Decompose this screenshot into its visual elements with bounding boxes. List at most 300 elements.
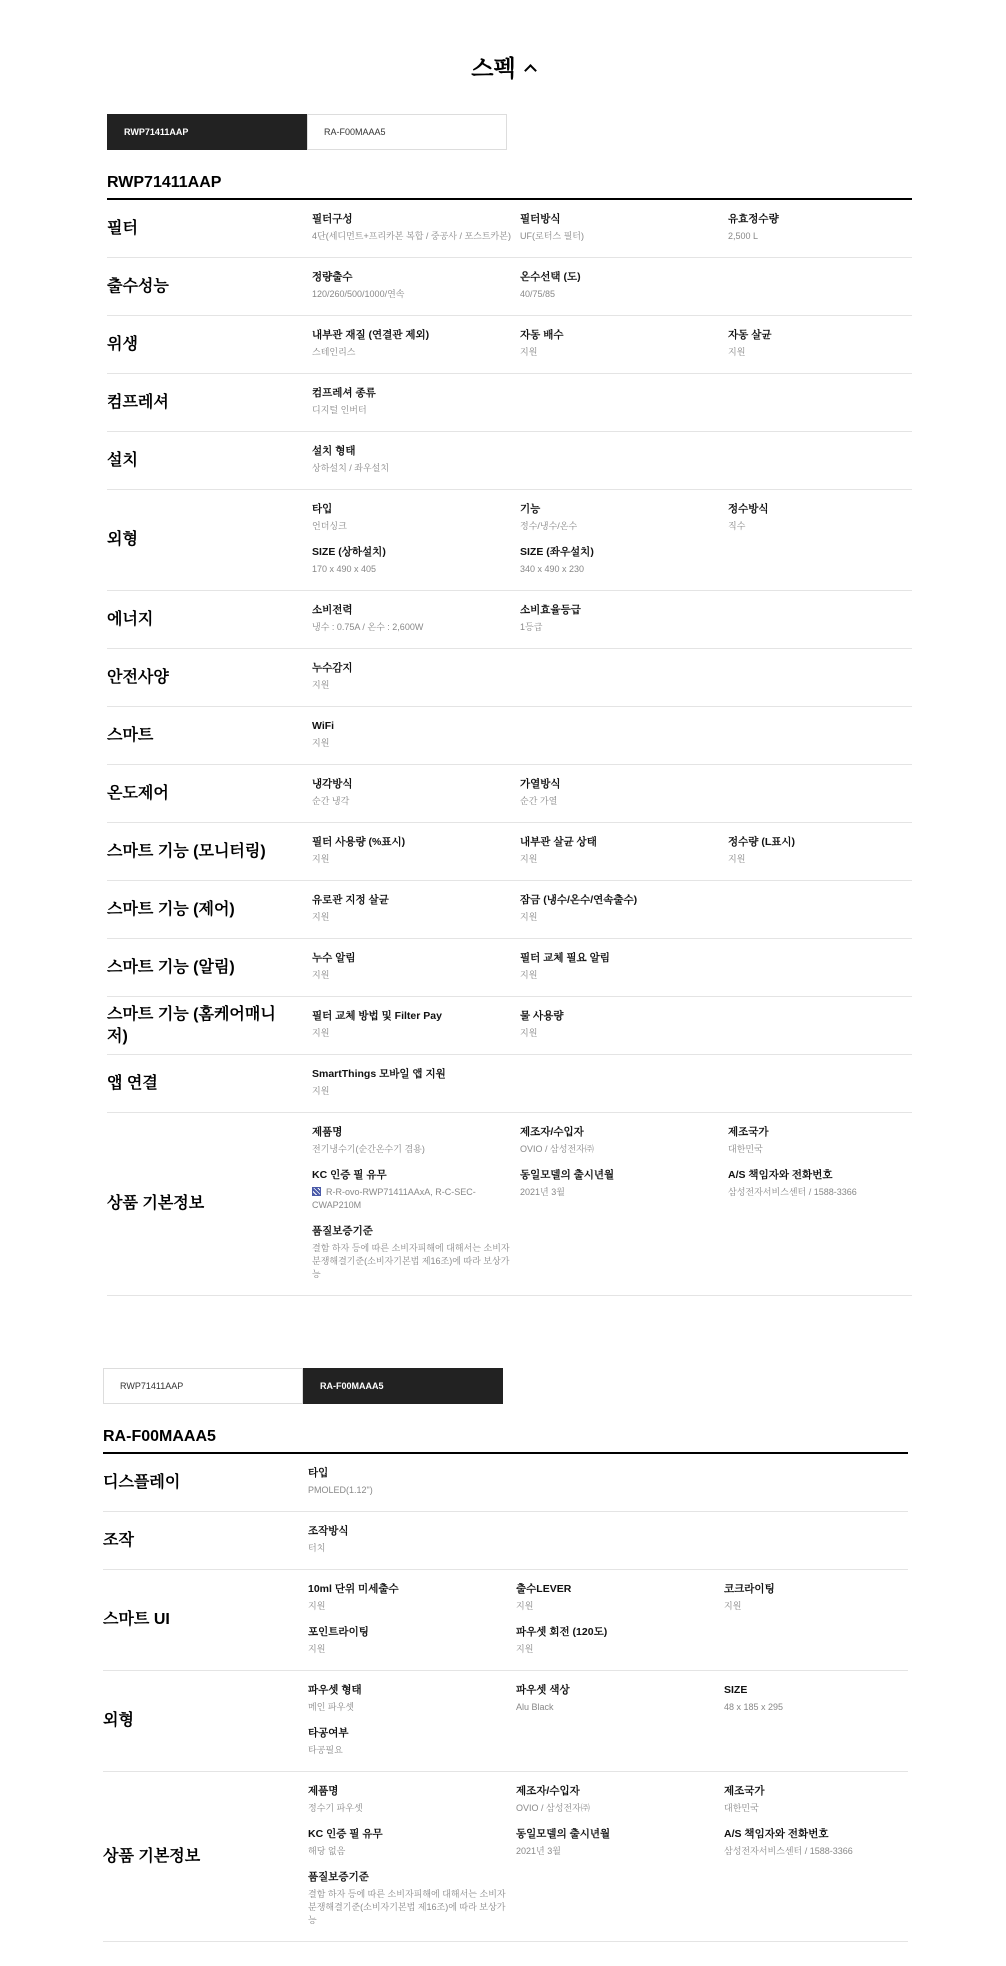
spec-row <box>103 1570 908 1671</box>
spec-row-items <box>308 1671 908 1771</box>
spec-item <box>516 1625 716 1656</box>
spec-item-title: 제조자/수입자 <box>516 1785 580 1797</box>
spec-item-title: 누수감지 <box>312 662 353 674</box>
spec-item-value <box>312 621 512 634</box>
spec-row-label: 출수성능 <box>107 277 169 295</box>
spec-row <box>107 1055 912 1113</box>
spec-item-title: 품질보증기준 <box>308 1871 369 1883</box>
spec-row-items <box>312 316 912 373</box>
spec-item <box>728 502 908 533</box>
spec-row-items <box>312 997 912 1054</box>
spec-item-value-text: 삼성전자서비스센터 / 1588-3366 <box>728 1187 857 1197</box>
spec-row-items <box>312 1113 912 1295</box>
spec-item-title: 소비효율등급 <box>520 604 581 616</box>
spec-item-value-text: 지원 <box>520 970 538 980</box>
spec-item-value-text: 지원 <box>728 854 746 864</box>
spec-item-value <box>724 1802 904 1815</box>
spec-item-value-text: 1등급 <box>520 622 543 632</box>
spec-item-title: 기능 <box>520 503 541 515</box>
spec-item-title: A/S 책임자와 전화번호 <box>724 1828 829 1840</box>
spec-item-title: KC 인증 필 유무 <box>312 1169 387 1181</box>
model-tabs <box>103 1368 908 1404</box>
spec-item-title: 잠금 (냉수/온수/연속출수) <box>520 894 638 906</box>
spec-item <box>312 603 512 634</box>
spec-item <box>724 1582 904 1613</box>
spec-item-value-text: 메인 파우셋 <box>308 1702 354 1712</box>
spec-item-value-text: 순간 냉각 <box>312 796 350 806</box>
tab-rwp71411aap[interactable]: RWP71411AAP <box>103 1368 303 1404</box>
spec-item <box>308 1625 508 1656</box>
spec-item <box>312 212 512 243</box>
spec-row-label: 스마트 <box>107 726 154 744</box>
spec-row <box>107 374 912 432</box>
spec-item-value-text: 지원 <box>312 738 330 748</box>
spec-item-title: 필터구성 <box>312 213 353 225</box>
model-name: RA-F00MAAA5 <box>103 1428 216 1445</box>
spec-item-title: SIZE <box>724 1684 748 1696</box>
spec-row <box>107 432 912 490</box>
spec-row <box>107 316 912 374</box>
spec-item-value-text: 지원 <box>308 1601 326 1611</box>
spec-item-value <box>520 911 720 924</box>
spec-item-value <box>520 520 720 533</box>
spec-row-items <box>312 258 912 315</box>
spec-row-items <box>312 939 912 996</box>
tab-rwp71411aap[interactable]: RWP71411AAP <box>107 114 307 150</box>
spec-row-label: 상품 기본정보 <box>107 1195 205 1213</box>
spec-item <box>308 1827 508 1858</box>
spec-item-title: 내부관 재질 (연결관 제외) <box>312 329 430 341</box>
spec-item <box>312 270 512 301</box>
spec-item-value-text: 지원 <box>312 970 330 980</box>
spec-item <box>308 1524 508 1555</box>
spec-item <box>520 545 720 576</box>
spec-item-value-text: 지원 <box>312 1028 330 1038</box>
spec-item <box>520 270 720 301</box>
spec-item-value-text: 4단(세디먼트+프리카본 복합 / 중공사 / 포스트카본) <box>312 231 511 241</box>
spec-row <box>107 823 912 881</box>
spec-item <box>724 1784 904 1815</box>
spec-toggle[interactable] <box>0 50 1006 83</box>
spec-item-value-text: Alu Black <box>516 1702 554 1712</box>
spec-item <box>308 1683 508 1714</box>
spec-item <box>520 328 720 359</box>
spec-item <box>516 1683 716 1714</box>
spec-row-items <box>312 1055 912 1112</box>
spec-item-value <box>308 1484 508 1497</box>
spec-row-label: 조작 <box>103 1531 134 1549</box>
spec-item-title: 필터 교체 방법 및 Filter Pay <box>312 1010 442 1022</box>
spec-item-value-text: 지원 <box>520 347 538 357</box>
spec-item <box>312 719 512 750</box>
spec-item-value-text: 정수기 파우셋 <box>308 1803 363 1813</box>
spec-row-items <box>312 591 912 648</box>
spec-item-title: KC 인증 필 유무 <box>308 1828 383 1840</box>
spec-item-value <box>520 621 720 634</box>
spec-item-value <box>312 462 512 475</box>
spec-item-value <box>312 346 512 359</box>
spec-item-value-text: 지원 <box>312 912 330 922</box>
spec-item-value-text: 지원 <box>516 1601 534 1611</box>
spec-item-title: 10ml 단위 미세출수 <box>308 1583 399 1595</box>
spec-item-value-text: 지원 <box>724 1601 742 1611</box>
spec-item-value-text: 2,500 L <box>728 231 759 241</box>
model-name: RWP71411AAP <box>107 174 222 191</box>
spec-row-items <box>308 1570 908 1670</box>
spec-row-label: 컴프레셔 <box>107 393 169 411</box>
spec-item-value-text: UF(로터스 필터) <box>520 231 584 241</box>
spec-row-label: 디스플레이 <box>103 1473 181 1491</box>
spec-item-value <box>728 230 908 243</box>
spec-item-title: 포인트라이팅 <box>308 1626 369 1638</box>
spec-item-title: 파우셋 색상 <box>516 1684 570 1696</box>
spec-item-value-text: 2021년 3월 <box>520 1187 565 1197</box>
spec-section-1 <box>107 114 912 1296</box>
spec-item-value <box>520 563 720 576</box>
spec-item-title: 물 사용량 <box>520 1010 564 1022</box>
spec-item-value-text: PMOLED(1.12") <box>308 1485 373 1495</box>
spec-item-value <box>312 1085 512 1098</box>
spec-row <box>107 881 912 939</box>
spec-item-value <box>312 1027 512 1040</box>
spec-item-title: 컴프레셔 종류 <box>312 387 376 399</box>
spec-item <box>520 502 720 533</box>
spec-row <box>107 997 912 1055</box>
spec-item <box>312 777 512 808</box>
spec-item-value <box>308 1701 508 1714</box>
spec-item-value-text: 48 x 185 x 295 <box>724 1702 784 1712</box>
spec-item-title: 제품명 <box>312 1126 343 1138</box>
spec-row-label: 에너지 <box>107 610 154 628</box>
model-tabs <box>107 114 912 150</box>
spec-item-value <box>724 1701 904 1714</box>
spec-row <box>107 200 912 258</box>
spec-item-value <box>312 520 512 533</box>
spec-item-value-text: 대한민국 <box>724 1803 759 1813</box>
spec-row-label: 위생 <box>107 335 138 353</box>
chevron-up-icon <box>524 64 537 77</box>
spec-row <box>107 649 912 707</box>
spec-item-value-text: 냉수 : 0.75A / 온수 : 2,600W <box>312 622 424 632</box>
spec-item-value-text: 40/75/85 <box>520 289 556 299</box>
spec-item <box>520 212 720 243</box>
spec-item-value-text: 지원 <box>516 1644 534 1654</box>
spec-item-value <box>520 795 720 808</box>
spec-row <box>103 1512 908 1570</box>
spec-row-label: 안전사양 <box>107 668 169 686</box>
spec-item-title: 제조국가 <box>724 1785 765 1797</box>
spec-row-label: 설치 <box>107 451 138 469</box>
spec-row-items <box>308 1454 908 1511</box>
spec-item <box>728 212 908 243</box>
spec-item <box>312 1067 512 1098</box>
spec-row <box>107 1113 912 1296</box>
spec-row-items <box>312 765 912 822</box>
spec-item-title: 동일모델의 출시년월 <box>520 1169 615 1181</box>
spec-item-value-text: R-R-ovo-RWP71411AAxA, R-C-SEC-CWAP210M <box>312 1187 476 1210</box>
spec-row-label: 스마트 기능 (제어) <box>107 900 235 918</box>
spec-item-value <box>724 1845 904 1858</box>
spec-row-items <box>312 823 912 880</box>
spec-row-items <box>308 1512 908 1569</box>
spec-item-value <box>308 1600 508 1613</box>
spec-item-value <box>312 1143 512 1156</box>
spec-row <box>103 1772 908 1942</box>
spec-item-value <box>312 404 512 417</box>
spec-item-value-text: 지원 <box>728 347 746 357</box>
spec-item <box>308 1870 508 1927</box>
spec-item-value-text: 해당 없음 <box>308 1846 346 1856</box>
spec-item <box>308 1466 508 1497</box>
spec-item-value <box>520 288 720 301</box>
spec-item-value <box>728 346 908 359</box>
spec-item-value <box>308 1643 508 1656</box>
spec-item-value <box>312 563 512 576</box>
spec-item-title: 소비전력 <box>312 604 353 616</box>
spec-item-value <box>312 230 512 243</box>
spec-item <box>308 1784 508 1815</box>
spec-item-value-text: OVIO / 삼성전자㈜ <box>516 1803 590 1813</box>
spec-item-value-text: 언더싱크 <box>312 521 347 531</box>
spec-item-title: 제품명 <box>308 1785 339 1797</box>
spec-item-value <box>312 1186 512 1212</box>
spec-item-title: 누수 알림 <box>312 952 356 964</box>
spec-item <box>312 1009 512 1040</box>
spec-item-value <box>516 1643 716 1656</box>
spec-item <box>520 1168 720 1212</box>
spec-row-label: 온도제어 <box>107 784 169 802</box>
spec-item <box>312 1224 512 1281</box>
spec-item-value <box>308 1542 508 1555</box>
spec-item-value-text: 전기냉수기(순간온수기 겸용) <box>312 1144 425 1154</box>
spec-item <box>728 328 908 359</box>
spec-item-title: 유효정수량 <box>728 213 779 225</box>
spec-item-value-text: 340 x 490 x 230 <box>520 564 585 574</box>
spec-item-value <box>308 1845 508 1858</box>
spec-item-value-text: 디지털 인버터 <box>312 405 367 415</box>
spec-item-value-text: 상하설치 / 좌우설치 <box>312 463 390 473</box>
spec-item-value <box>312 679 512 692</box>
spec-item <box>312 1168 512 1212</box>
spec-item <box>516 1827 716 1858</box>
spec-item-value-text: 지원 <box>312 854 330 864</box>
spec-item-value-text: 순간 가열 <box>520 796 558 806</box>
spec-item <box>312 835 512 866</box>
spec-row-items <box>312 374 912 431</box>
spec-item-value-text: 대한민국 <box>728 1144 763 1154</box>
spec-item <box>312 386 512 417</box>
spec-row-items <box>312 432 912 489</box>
spec-item-title: 출수LEVER <box>516 1583 572 1595</box>
spec-item-title: 유로관 지정 살균 <box>312 894 389 906</box>
spec-item <box>520 777 720 808</box>
spec-item-value <box>312 1242 512 1281</box>
spec-item <box>516 1784 716 1815</box>
spec-item-value <box>312 911 512 924</box>
spec-row <box>103 1671 908 1772</box>
spec-item-value <box>728 520 908 533</box>
spec-item-title: 자동 배수 <box>520 329 564 341</box>
spec-item <box>312 661 512 692</box>
spec-item <box>312 444 512 475</box>
spec-row <box>107 765 912 823</box>
spec-item-value <box>516 1701 716 1714</box>
spec-row-label: 스마트 기능 (모니터링) <box>107 842 266 860</box>
spec-item-title: 설치 형태 <box>312 445 356 457</box>
spec-row-label: 스마트 기능 (홈케어매니저) <box>107 1005 276 1045</box>
spec-row-items <box>312 881 912 938</box>
spec-item-title: 내부관 살균 상태 <box>520 836 597 848</box>
spec-item-value <box>520 346 720 359</box>
spec-item-value-text: 지원 <box>520 912 538 922</box>
spec-row <box>107 591 912 649</box>
spec-item-value <box>312 288 512 301</box>
spec-item-value <box>724 1600 904 1613</box>
spec-item <box>312 328 512 359</box>
spec-item <box>516 1582 716 1613</box>
spec-item-value <box>312 969 512 982</box>
tab-ra-f00maaa5[interactable]: RA-F00MAAA5 <box>307 114 507 150</box>
spec-item-value-text: 타공필요 <box>308 1745 343 1755</box>
spec-item <box>728 1168 908 1212</box>
spec-item-title: 제조자/수입자 <box>520 1126 584 1138</box>
spec-item-title: 필터방식 <box>520 213 561 225</box>
spec-row-label: 외형 <box>107 531 138 549</box>
spec-item-value <box>728 1143 908 1156</box>
spec-item-value-text: 170 x 490 x 405 <box>312 564 377 574</box>
spec-item <box>312 951 512 982</box>
spec-item-value-text: 정수/냉수/온수 <box>520 521 578 531</box>
spec-row-items <box>312 490 912 590</box>
spec-item-title: 품질보증기준 <box>312 1225 373 1237</box>
spec-item-value-text: OVIO / 삼성전자㈜ <box>520 1144 594 1154</box>
spec-item-value <box>516 1802 716 1815</box>
spec-item-value-text: 지원 <box>312 1086 330 1096</box>
spec-item-title: 정수량 (L표시) <box>728 836 796 848</box>
spec-row <box>107 258 912 316</box>
spec-row-label: 스마트 UI <box>103 1611 170 1629</box>
spec-item-title: 온수선택 (도) <box>520 271 581 283</box>
spec-item-title: WiFi <box>312 720 335 732</box>
qr-code-icon[interactable] <box>312 1187 321 1196</box>
spec-item-value-text: 지원 <box>312 680 330 690</box>
spec-item-title: 제조국가 <box>728 1126 769 1138</box>
spec-row-label: 외형 <box>103 1712 134 1730</box>
spec-item-title: 가열방식 <box>520 778 561 790</box>
spec-row <box>107 707 912 765</box>
spec-item-value <box>308 1744 508 1757</box>
spec-item-value-text: 결함 하자 등에 따른 소비자피해에 대해서는 소비자분쟁해결기준(소비자기본법 제16조)에 따라 보상가능 <box>308 1889 506 1925</box>
spec-item-title: 타입 <box>312 503 333 515</box>
spec-item-title: 조작방식 <box>308 1525 349 1537</box>
spec-item-value-text: 터치 <box>308 1543 326 1553</box>
spec-item-title: 코크라이팅 <box>724 1583 775 1595</box>
spec-item-value-text: 삼성전자서비스센터 / 1588-3366 <box>724 1846 853 1856</box>
spec-item <box>308 1726 508 1757</box>
spec-item-title: 타공여부 <box>308 1727 349 1739</box>
spec-item-title: SIZE (상하설치) <box>312 546 386 558</box>
spec-row-label: 필터 <box>107 219 138 237</box>
spec-item <box>312 893 512 924</box>
spec-item-title: 정수방식 <box>728 503 769 515</box>
spec-item <box>520 1009 720 1040</box>
spec-item <box>520 951 720 982</box>
spec-table <box>107 198 912 1296</box>
spec-item <box>520 1125 720 1156</box>
spec-item <box>728 835 908 866</box>
spec-row-items <box>312 649 912 706</box>
spec-item-value <box>312 853 512 866</box>
spec-item-value <box>728 853 908 866</box>
spec-item-value-text: 지원 <box>308 1644 326 1654</box>
spec-row-items <box>312 200 912 257</box>
spec-item-title: A/S 책임자와 전화번호 <box>728 1169 833 1181</box>
spec-item <box>728 1125 908 1156</box>
spec-item-title: 필터 교체 필요 알림 <box>520 952 610 964</box>
spec-item-value <box>520 230 720 243</box>
spec-item-value-text: 지원 <box>520 854 538 864</box>
spec-item-value <box>728 1186 908 1199</box>
tab-ra-f00maaa5[interactable]: RA-F00MAAA5 <box>303 1368 503 1404</box>
spec-row <box>107 939 912 997</box>
spec-item-title: 파우셋 형태 <box>308 1684 362 1696</box>
spec-item-title: 동일모델의 출시년월 <box>516 1828 611 1840</box>
spec-item-value-text: 2021년 3월 <box>516 1846 561 1856</box>
spec-item-value-text: 스테인리스 <box>312 347 356 357</box>
spec-item-title: 냉각방식 <box>312 778 353 790</box>
spec-item-title: 정량출수 <box>312 271 353 283</box>
spec-item <box>308 1582 508 1613</box>
spec-item-title: 파우셋 회전 (120도) <box>516 1626 608 1638</box>
spec-item <box>520 835 720 866</box>
spec-item-value <box>308 1888 508 1927</box>
spec-item-value <box>520 853 720 866</box>
spec-row <box>107 490 912 591</box>
spec-row-items <box>308 1772 908 1941</box>
spec-item <box>724 1827 904 1858</box>
spec-row-label: 상품 기본정보 <box>103 1847 201 1865</box>
spec-table <box>103 1452 908 1942</box>
spec-item <box>520 893 720 924</box>
spec-title-text: 스펙 <box>471 55 516 81</box>
spec-item-value-text: 결함 하자 등에 따른 소비자피해에 대해서는 소비자분쟁해결기준(소비자기본법 제16조)에 따라 보상가능 <box>312 1243 510 1279</box>
spec-item-value <box>516 1600 716 1613</box>
spec-item-title: SmartThings 모바일 앱 지원 <box>312 1068 446 1080</box>
spec-row <box>103 1454 908 1512</box>
spec-item-title: 자동 살균 <box>728 329 772 341</box>
spec-item-title: 필터 사용량 (%표시) <box>312 836 406 848</box>
spec-item-value <box>520 1027 720 1040</box>
spec-item <box>520 603 720 634</box>
spec-item-title: SIZE (좌우설치) <box>520 546 594 558</box>
spec-item <box>312 502 512 533</box>
spec-item-title: 타입 <box>308 1467 329 1479</box>
spec-item <box>312 1125 512 1156</box>
spec-row-label: 앱 연결 <box>107 1074 158 1092</box>
spec-item-value-text: 직수 <box>728 521 746 531</box>
spec-item-value-text: 지원 <box>520 1028 538 1038</box>
spec-item-value <box>520 969 720 982</box>
spec-item <box>724 1683 904 1714</box>
spec-row-items <box>312 707 912 764</box>
spec-item-value <box>516 1845 716 1858</box>
spec-item <box>312 545 512 576</box>
spec-item-value <box>520 1143 720 1156</box>
spec-item-value <box>308 1802 508 1815</box>
spec-item-value-text: 120/260/500/1000/연속 <box>312 289 405 299</box>
spec-section-2 <box>103 1368 908 1942</box>
spec-item-value <box>312 737 512 750</box>
